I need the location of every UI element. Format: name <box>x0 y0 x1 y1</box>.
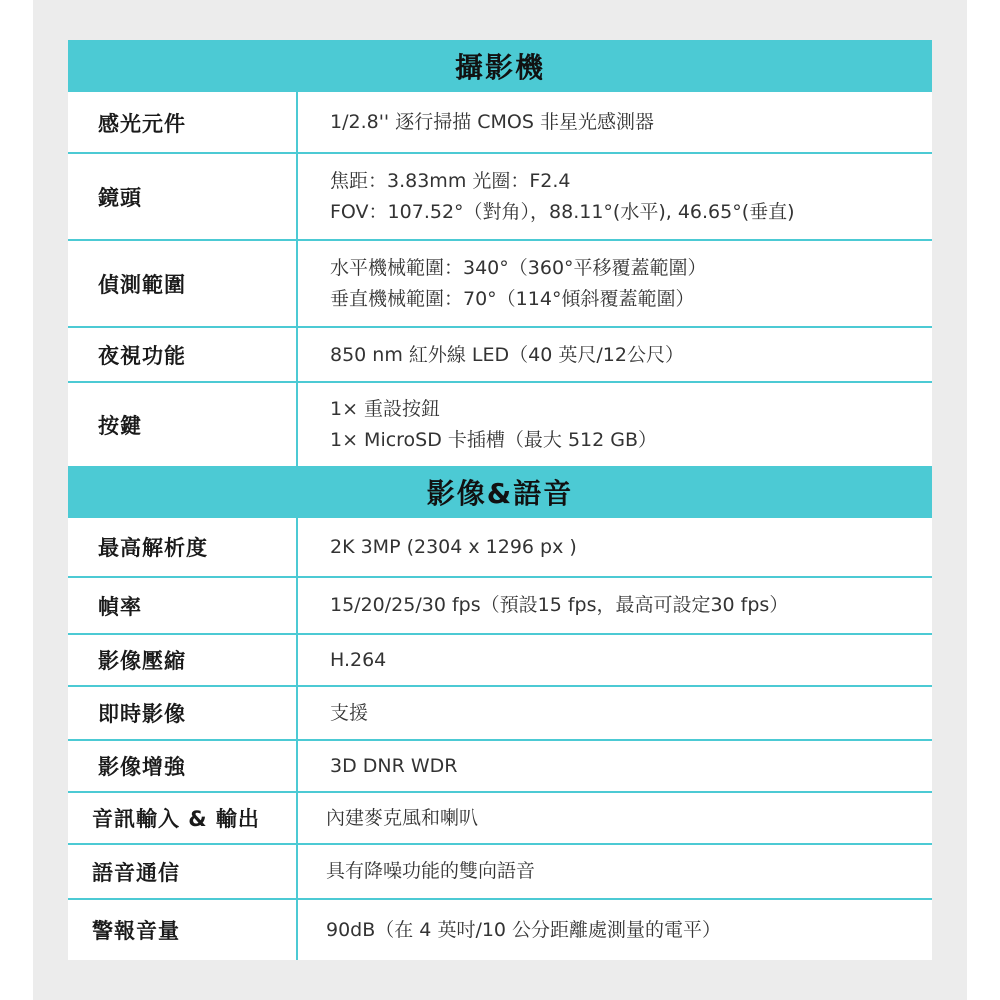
table-row <box>68 518 932 576</box>
row-label: 幀率 <box>98 594 142 619</box>
value-line: 1× MicroSD 卡插槽（最大 512 GB） <box>330 428 658 451</box>
section-header-video-audio <box>68 466 932 518</box>
row-value <box>330 383 920 466</box>
row-label: 最高解析度 <box>98 536 208 560</box>
table-row <box>68 793 932 843</box>
row-value <box>326 793 916 843</box>
row-label: 音訊輸入 & 輸出 <box>92 807 260 831</box>
value-line: 1× 重設按鈕 <box>330 397 441 420</box>
row-label: 影像壓縮 <box>98 649 186 673</box>
value-line: 垂直機械範圍：70°（114°傾斜覆蓋範圍） <box>330 288 695 310</box>
row-label: 按鍵 <box>98 413 142 438</box>
value-line: 內建麥克風和喇叭 <box>326 806 479 829</box>
row-value <box>330 154 920 240</box>
value-line: FOV：107.52°（對角），88.11°(水平), 46.65°(垂直) <box>330 201 795 223</box>
row-label: 夜視功能 <box>98 344 186 368</box>
row-value <box>330 241 920 327</box>
row-label: 偵測範圍 <box>98 273 186 297</box>
section-title: 影像&語音 <box>426 477 574 510</box>
row-value <box>330 635 920 685</box>
row-label: 警報音量 <box>92 919 180 943</box>
row-label: 即時影像 <box>98 702 186 726</box>
value-line: 支援 <box>330 701 369 724</box>
row-value <box>330 741 920 791</box>
table-row <box>68 635 932 685</box>
row-value <box>326 845 916 898</box>
table-row <box>68 241 932 327</box>
table-row <box>68 741 932 791</box>
table-row <box>68 578 932 633</box>
value-line: 3D DNR WDR <box>330 754 458 777</box>
value-line: 850 nm 紅外線 LED（40 英尺/12公尺） <box>330 343 684 366</box>
row-value <box>330 518 920 576</box>
row-value <box>330 92 920 153</box>
section-header-camera <box>68 40 932 92</box>
row-label: 感光元件 <box>98 111 186 136</box>
table-row <box>68 154 932 240</box>
row-label: 語音通信 <box>92 860 180 885</box>
value-line: 90dB（在 4 英吋/10 公分距離處測量的電平） <box>326 918 722 941</box>
table-row <box>68 328 932 382</box>
spec-table <box>68 40 932 960</box>
row-value <box>330 687 920 739</box>
section-title: 攝影機 <box>454 51 545 84</box>
row-value <box>326 900 916 960</box>
table-row <box>68 845 932 898</box>
table-row <box>68 900 932 960</box>
row-value <box>330 578 920 633</box>
row-value <box>330 328 920 382</box>
row-label: 影像增強 <box>98 755 186 779</box>
value-line: 15/20/25/30 fps（預設15 fps，最高可設定30 fps） <box>330 594 789 616</box>
value-line: H.264 <box>330 648 387 671</box>
table-row <box>68 383 932 466</box>
row-label: 鏡頭 <box>98 186 142 210</box>
value-line: 水平機械範圍：340°（360°平移覆蓋範圍） <box>330 257 707 279</box>
value-line: 焦距：3.83mm 光圈：F2.4 <box>330 170 571 192</box>
table-row <box>68 92 932 153</box>
table-row <box>68 687 932 739</box>
value-line: 2K 3MP (2304 x 1296 px ) <box>330 535 577 558</box>
value-line: 1/2.8'' 逐行掃描 CMOS 非星光感測器 <box>330 111 654 133</box>
value-line: 具有降噪功能的雙向語音 <box>326 860 536 882</box>
